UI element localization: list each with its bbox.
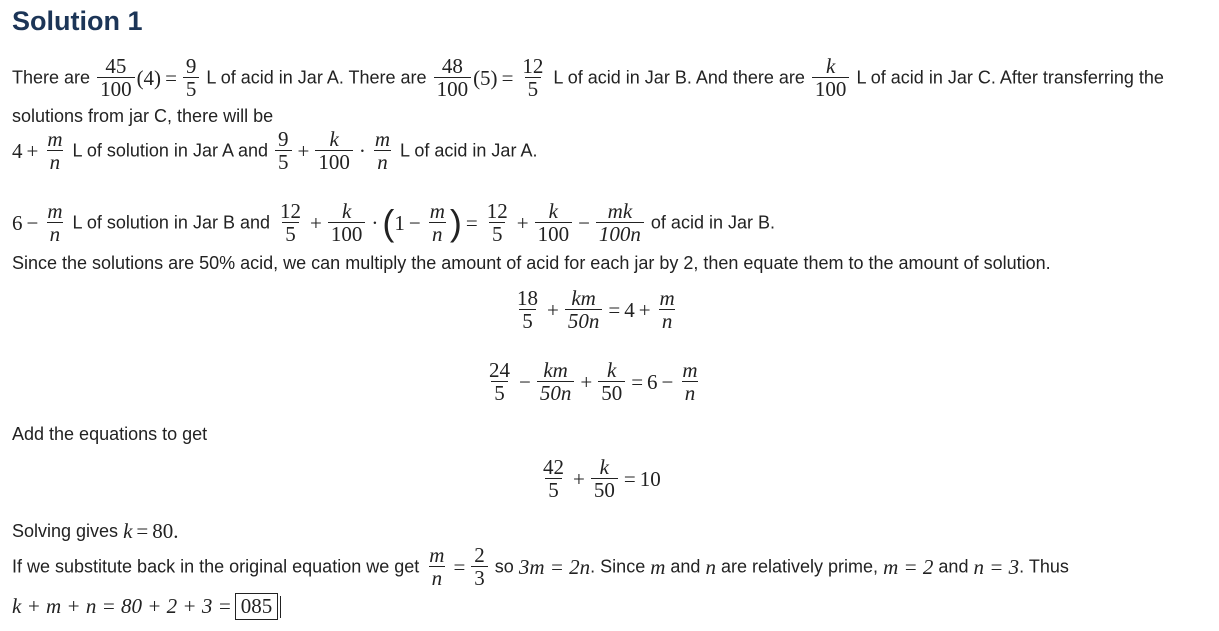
jar-a-text-1: L of solution in Jar A and (72, 140, 268, 161)
jar-a-text-2: L of acid in Jar A. (400, 140, 538, 161)
jar-b-line: 6 − $\frac{m}{n}$ L of solution in Jar B and $\frac{12}{5}$ + $\frac{k}{100}$ · (1 − $\frac{m}{n}$ ) = $\frac{12}{5}$ + $\frac{k}{100}$ − $\frac{mk}{100n}$ of acid in Jar B. (12, 199, 775, 247)
add-text: Add the equations to get (12, 424, 208, 444)
intro-text-3: L of acid in Jar B. And there are (553, 67, 805, 88)
intro-text-2: L of acid in Jar A. There are (206, 67, 427, 88)
substitute-line: If we substitute back in the original equation we get $\frac{m}{n}$ = $\frac{2}{3}$ so 3m = 2n. Since m and n are relatively prime, m = 2 and n = 3. Thus (12, 543, 1069, 591)
text-cursor (280, 596, 281, 618)
fraction-48-100: $\frac{48}{100}$ (434, 55, 472, 101)
arg-5: (5) (473, 65, 498, 90)
fraction-k-100: $\frac{k}{100}$ (812, 55, 850, 101)
arg-4: (4) (136, 65, 162, 90)
equation-1: $\frac{18}{5}$ + $\frac{km}{50n}$ = 4 + $\frac{m}{n}$ (517, 286, 675, 334)
jar-a-line: 4 + $\frac{m}{n}$ L of solution in Jar A and $\frac{9}{5}$ + $\frac{k}{100}$ · $\frac{m}{n}$ L of acid in Jar A. (12, 127, 538, 175)
fraction-9-5: $\frac{9}{5}$ (183, 55, 200, 101)
final-line (12, 593, 281, 620)
intro-text-1: There are (12, 67, 91, 88)
jar-b-text-1: L of solution in Jar B and (72, 212, 270, 233)
equation-3: $\frac{42}{5}$ + $\frac{k}{50}$ = 10 (543, 455, 661, 503)
intro-text-4: L of acid in Jar C. After transferring the (856, 67, 1164, 88)
intro-line-2: solutions from jar C, there will be (12, 106, 274, 126)
equation-2: $\frac{24}{5}$ − $\frac{km}{50n}$ + $\frac{k}{50}$ = 6 − $\frac{m}{n}$ (489, 358, 698, 406)
since-text: Since the solutions are 50% acid, we can multiply the amount of acid for each jar by 2, then equate them to the amount of solution. (12, 253, 1051, 273)
fraction-12-5: $\frac{12}{5}$ (522, 54, 544, 102)
final-expression: k + m + n = 80 + 2 + 3 = (12, 594, 232, 618)
answer-box: 085 (235, 593, 279, 620)
intro-line: There are $\frac{45}{100}$ (4) = $\frac{9}{5}$ L of acid in Jar A. There are $\frac{48}{100}$ (5) = $\frac{12}{5}$ L of acid in Jar B. And there are $\frac{k}{100}$ L of acid in Jar C. After transferring the (12, 54, 1164, 102)
jar-b-text-2: of acid in Jar B. (650, 212, 775, 233)
page-title: Solution 1 (12, 6, 143, 36)
fraction-45-100: $\frac{45}{100}$ (97, 55, 135, 101)
solving-line: Solving gives k = 80. (12, 519, 179, 543)
